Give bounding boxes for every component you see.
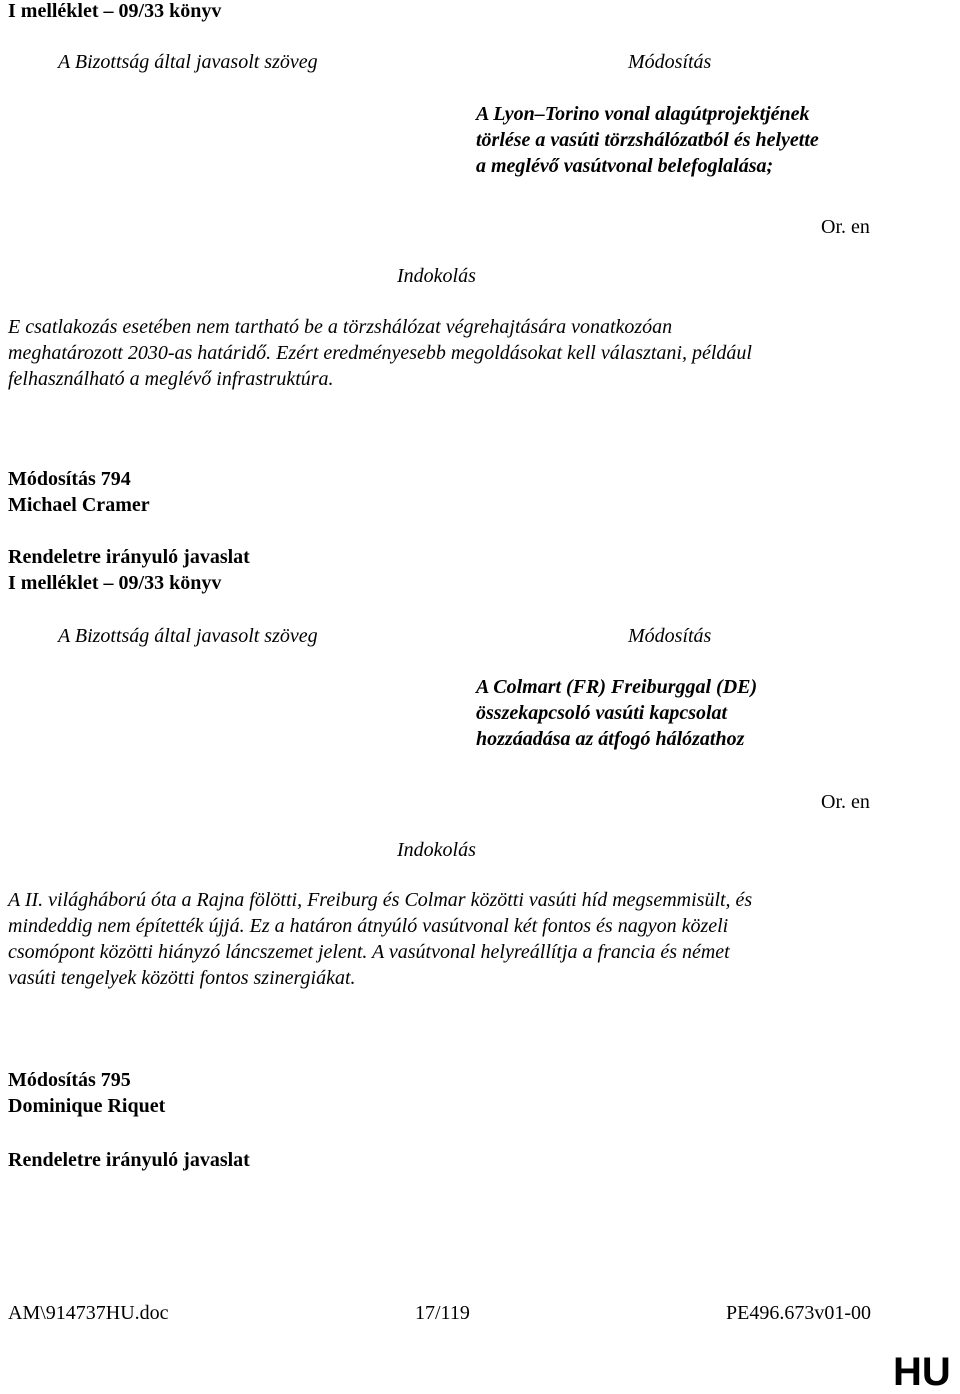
justification-line: A II. világháború óta a Rajna fölötti, Freiburg és Colmar közötti vasúti híd megsemmisült, és xyxy=(8,889,753,911)
justification-text xyxy=(8,314,752,392)
proposal-label: Rendeletre irányuló javaslat xyxy=(8,1149,250,1171)
amendment-column-header: Módosítás xyxy=(628,51,712,73)
amendment-number: Módosítás 794 xyxy=(8,468,131,490)
amendment-column-header: Módosítás xyxy=(628,625,712,647)
amendment-text xyxy=(476,674,757,752)
justification-line: felhasználható a meglévő infrastruktúra. xyxy=(8,368,334,390)
proposal-label: Rendeletre irányuló javaslat xyxy=(8,546,250,568)
justification-line: mindeddig nem építették újjá. Ez a határon átnyúló vasútvonal két fontos és nagyon közeli xyxy=(8,915,729,937)
justification-line: E csatlakozás esetében nem tartható be a törzshálózat végrehajtására vonatkozóan xyxy=(8,316,673,338)
justification-text xyxy=(8,887,752,991)
amendment-text-line: A Colmart (FR) Freiburggal (DE) xyxy=(476,676,758,698)
justification-line: meghatározott 2030-as határidő. Ezért eredményesebb megoldásokat kell választani, például xyxy=(8,342,752,364)
amendment-text-line: a meglévő vasútvonal belefoglalása; xyxy=(476,155,774,177)
section-heading: I melléklet – 09/33 könyv xyxy=(8,0,222,22)
amendment-author: Dominique Riquet xyxy=(8,1095,166,1117)
amendment-author: Michael Cramer xyxy=(8,494,150,516)
page-number: 17/119 xyxy=(415,1302,470,1324)
justification-title: Indokolás xyxy=(397,839,476,861)
commission-text-column-header: A Bizottság által javasolt szöveg xyxy=(58,625,318,647)
document-reference: AM\914737HU.doc xyxy=(8,1302,169,1324)
justification-title: Indokolás xyxy=(397,265,476,287)
amendment-text-line: A Lyon–Torino vonal alagútprojektjének xyxy=(476,103,810,125)
commission-text-column-header: A Bizottság által javasolt szöveg xyxy=(58,51,318,73)
original-language: Or. en xyxy=(821,791,870,813)
justification-line: csomópont közötti hiányzó láncszemet jelent. A vasútvonal helyreállítja a francia és német xyxy=(8,941,730,963)
amendment-text xyxy=(476,101,819,179)
pe-reference: PE496.673v01-00 xyxy=(726,1302,871,1324)
original-language: Or. en xyxy=(821,216,870,238)
amendment-text-line: összekapcsoló vasúti kapcsolat xyxy=(476,702,728,724)
section-heading: I melléklet – 09/33 könyv xyxy=(8,572,222,594)
amendment-text-line: hozzáadása az átfogó hálózathoz xyxy=(476,728,745,750)
amendment-text-line: törlése a vasúti törzshálózatból és helyette xyxy=(476,129,819,151)
language-code: HU xyxy=(893,1350,951,1394)
justification-line: vasúti tengelyek közötti fontos szinergiákat. xyxy=(8,967,356,989)
amendment-number: Módosítás 795 xyxy=(8,1069,131,1091)
